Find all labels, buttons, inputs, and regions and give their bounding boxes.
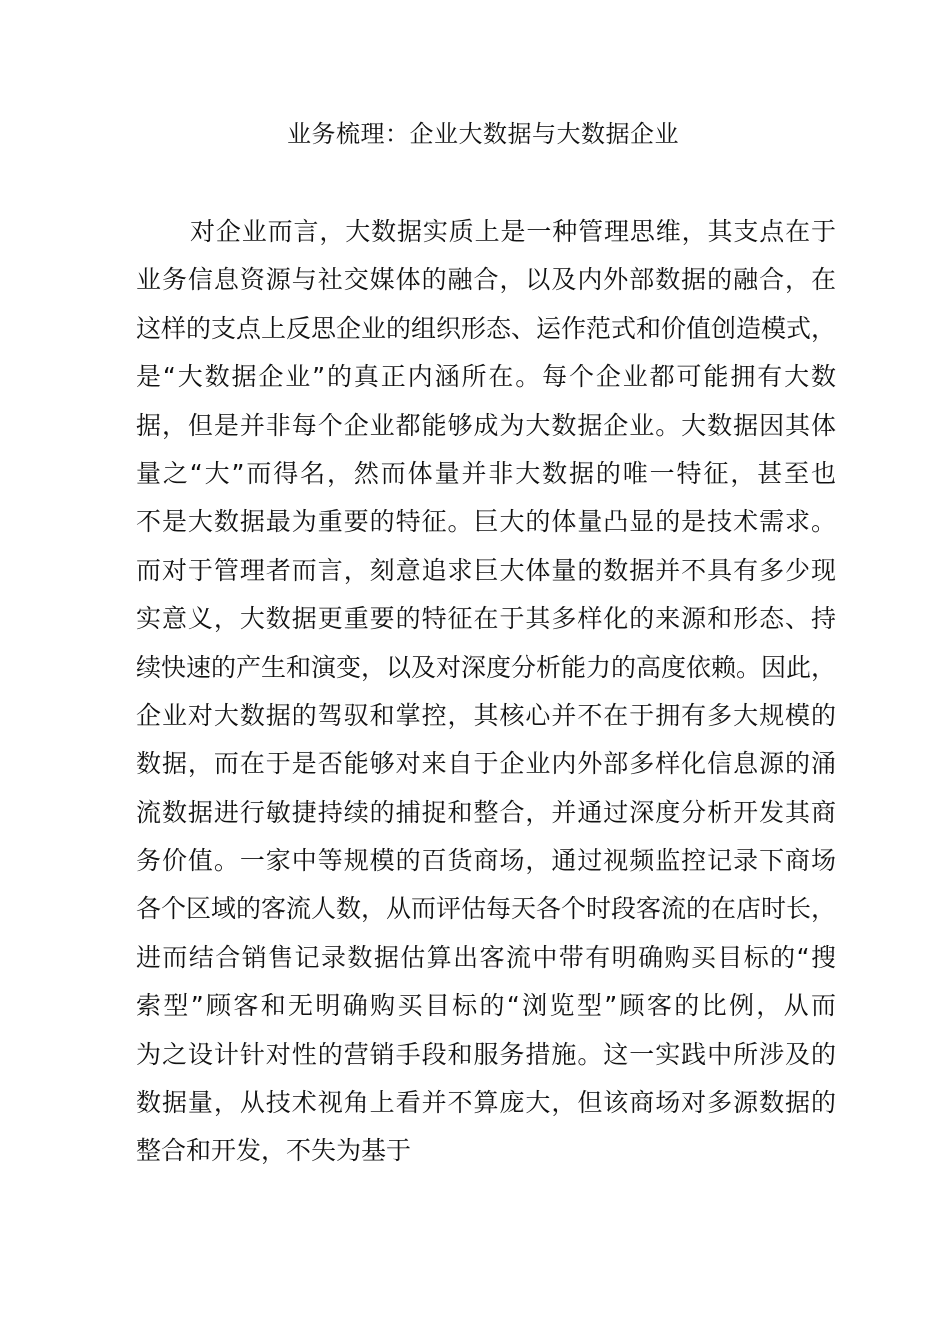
paragraph-line: 流数据进行敏捷持续的捕捉和整合，并通过深度分析开发其商 [136,797,836,827]
paragraph-line: 索型”顾客和无明确购买目标的“浏览型”顾客的比例，从而 [136,991,836,1021]
paragraph-line: 续快速的产生和演变，以及对深度分析能力的高度依赖。因此， [136,652,837,682]
paragraph-line: 各个区域的客流人数，从而评估每天各个时段客流的在店时长， [136,894,837,924]
paragraph-line: 务价值。一家中等规模的百货商场，通过视频监控记录下商场 [136,846,836,876]
paragraph-line: 为之设计针对性的营销手段和服务措施。这一实践中所涉及的 [136,1039,836,1069]
paragraph-line: 据，但是并非每个企业都能够成为大数据企业。大数据因其体 [136,410,836,440]
document-title: 业务梳理：企业大数据与大数据企业 [287,120,679,148]
paragraph-line: 业务信息资源与社交媒体的融合，以及内外部数据的融合，在 [136,265,836,295]
paragraph-line: 而对于管理者而言，刻意追求巨大体量的数据并不具有多少现 [136,555,836,585]
paragraph-line: 对企业而言，大数据实质上是一种管理思维，其支点在于 [190,217,836,246]
paragraph-line: 实意义，大数据更重要的特征在于其多样化的来源和形态、持 [136,604,836,634]
body-paragraph [136,208,836,1176]
paragraph-line: 不是大数据最为重要的特征。巨大的体量凸显的是技术需求。 [136,507,836,537]
paragraph-line: 企业对大数据的驾驭和掌控，其核心并不在于拥有多大规模的 [136,700,836,730]
paragraph-line: 数据，而在于是否能够对来自于企业内外部多样化信息源的涌 [136,749,836,779]
paragraph-line: 这样的支点上反思企业的组织形态、运作范式和价值创造模式， [136,313,837,343]
paragraph-line: 量之“大”而得名，然而体量并非大数据的唯一特征，甚至也 [136,458,836,488]
paragraph-line: 是“大数据企业”的真正内涵所在。每个企业都可能拥有大数 [136,362,836,392]
paragraph-line: 整合和开发，不失为基于 [136,1136,412,1166]
paragraph-line: 数据量，从技术视角上看并不算庞大，但该商场对多源数据的 [136,1088,836,1118]
paragraph-line: 进而结合销售记录数据估算出客流中带有明确购买目标的“搜 [136,942,836,972]
